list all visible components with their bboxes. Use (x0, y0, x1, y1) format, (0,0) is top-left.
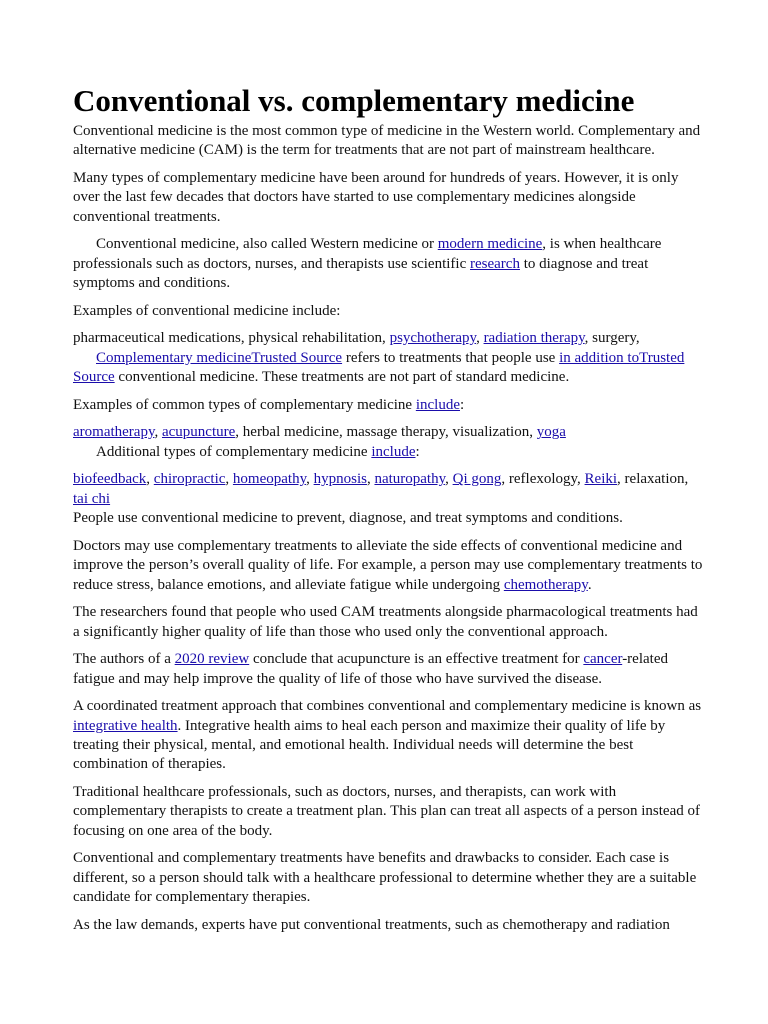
text: , herbal medicine, massage therapy, visualization, (235, 424, 537, 441)
text: . (587, 576, 592, 593)
text: Doctors may use complementary treatments to alleviate the side effects of conventional medicine and improve the person’s overall quality of life. For example, a person may use complementary treatments to reduce stress, balance emotions, and alleviate fatigue while undergoing (73, 537, 703, 593)
text: , relaxation, (617, 471, 689, 488)
text: , (445, 471, 453, 488)
link-integrative-health[interactable]: integrative health (73, 717, 178, 734)
paragraph-benefits-drawbacks: Conventional and complementary treatments have benefits and drawbacks to consider. Each case is different, so a person should talk with a healthcare professional to determine whether they are a suitable candidate for complementary therapies. (73, 850, 697, 906)
paragraph-integrative-health (73, 697, 703, 775)
paragraph-treatment-plan: Traditional healthcare professionals, such as doctors, nurses, and therapists, can work with complementary therapists to create a treatment plan. This plan can treat all aspects of a person instead of focusing on one area of the body. (73, 784, 700, 839)
link-chiropractic[interactable]: chiropractic (153, 471, 226, 488)
link-psychotherapy[interactable]: psychotherapy (389, 330, 477, 347)
link-tai-chi[interactable]: tai chi (73, 490, 111, 507)
text: to diagnose and treat symptoms and conditions. (73, 255, 649, 292)
paragraph-conventional-definition (73, 235, 703, 293)
link-aromatherapy[interactable]: aromatherapy (73, 424, 155, 441)
text: conclude that acupuncture is an effective treatment for (249, 651, 584, 668)
text: Conventional medicine, also called Western medicine or (96, 236, 438, 253)
link-naturopathy[interactable]: naturopathy (374, 471, 446, 488)
text: , reflexology, (501, 471, 585, 488)
text: , (154, 424, 162, 441)
paragraph-conventional-uses: People use conventional medicine to prevent, diagnose, and treat symptoms and conditions. (73, 510, 623, 527)
paragraph-complementary-definition (73, 349, 703, 388)
text: : (415, 443, 420, 460)
paragraph-conventional-examples-heading: Examples of conventional medicine include: (73, 302, 341, 319)
link-biofeedback[interactable]: biofeedback (73, 471, 147, 488)
text: The authors of a (73, 651, 175, 668)
text: . Integrative health aims to heal each person and maximize their quality of life by treating their physical, mental, and emotional health. Individual needs will determine the best combination of therapies. (73, 717, 666, 773)
link-acupuncture[interactable]: acupuncture (161, 424, 236, 441)
link-radiation-therapy[interactable]: radiation therapy (483, 330, 585, 347)
article (73, 80, 703, 943)
text: Examples of common types of complementary medicine (73, 396, 416, 413)
text: , (146, 471, 154, 488)
link-research[interactable]: research (470, 255, 520, 272)
paragraph-additional-types-heading (73, 443, 703, 462)
link-hypnosis[interactable]: hypnosis (313, 471, 367, 488)
link-modern-medicine[interactable]: modern medicine (437, 236, 543, 253)
text: , (366, 471, 375, 488)
text: Additional types of complementary medicine (96, 443, 372, 460)
text: pharmaceutical medications, physical rehabilitation, (73, 330, 390, 347)
text: , (306, 471, 314, 488)
list-conventional-examples (73, 329, 703, 348)
link-qi-gong[interactable]: Qi gong (452, 471, 502, 488)
text: A coordinated treatment approach that combines conventional and complementary medicine is known as (73, 698, 702, 715)
paragraph-complementary-examples-heading (73, 396, 703, 415)
text: , (225, 471, 233, 488)
list-complementary-examples (73, 423, 703, 442)
paragraph-history: Many types of complementary medicine have been around for hundreds of years. However, it is only over the last few decades that doctors have started to use complementary medicines alongside conventional treatments. (73, 170, 679, 225)
text: : (459, 396, 465, 413)
paragraph-research-findings: The researchers found that people who used CAM treatments alongside pharmacological treatments had a significantly higher quality of life than those who used only the conventional approach. (73, 604, 698, 640)
paragraph-law: As the law demands, experts have put conventional treatments, such as chemotherapy and radiation (73, 916, 670, 933)
link-2020-review[interactable]: 2020 review (174, 651, 250, 668)
paragraph-intro: Conventional medicine is the most common type of medicine in the Western world. Complementary and alternative medicine (CAM) is the term for treatments that are not part of mainstream healthcare. (73, 123, 701, 159)
paragraph-side-effects (73, 537, 703, 595)
list-additional-types (73, 470, 703, 509)
text: conventional medicine. These treatments are not part of standard medicine. (114, 369, 570, 386)
page-title: Conventional vs. complementary medicine (73, 83, 635, 118)
link-reiki[interactable]: Reiki (584, 471, 618, 488)
text: , surgery, (584, 330, 640, 347)
link-cancer[interactable]: cancer (583, 651, 623, 668)
link-in-addition-source[interactable]: in addition toTrusted Source (73, 349, 685, 386)
link-include[interactable]: include (415, 396, 460, 413)
paragraph-review (73, 650, 703, 689)
link-complementary-medicine-source[interactable]: Complementary medicineTrusted Source (96, 349, 343, 366)
text: , (476, 330, 484, 347)
link-yoga[interactable]: yoga (536, 424, 566, 441)
text: refers to treatments that people use (342, 349, 560, 366)
link-chemotherapy[interactable]: chemotherapy (503, 576, 588, 593)
text: -related fatigue and may help improve the quality of life of those who have survived the disease. (73, 651, 668, 687)
text: , is when healthcare professionals such as doctors, nurses, and therapists use scientific (73, 236, 662, 272)
link-homeopathy[interactable]: homeopathy (232, 471, 307, 488)
link-include[interactable]: include (371, 443, 416, 460)
